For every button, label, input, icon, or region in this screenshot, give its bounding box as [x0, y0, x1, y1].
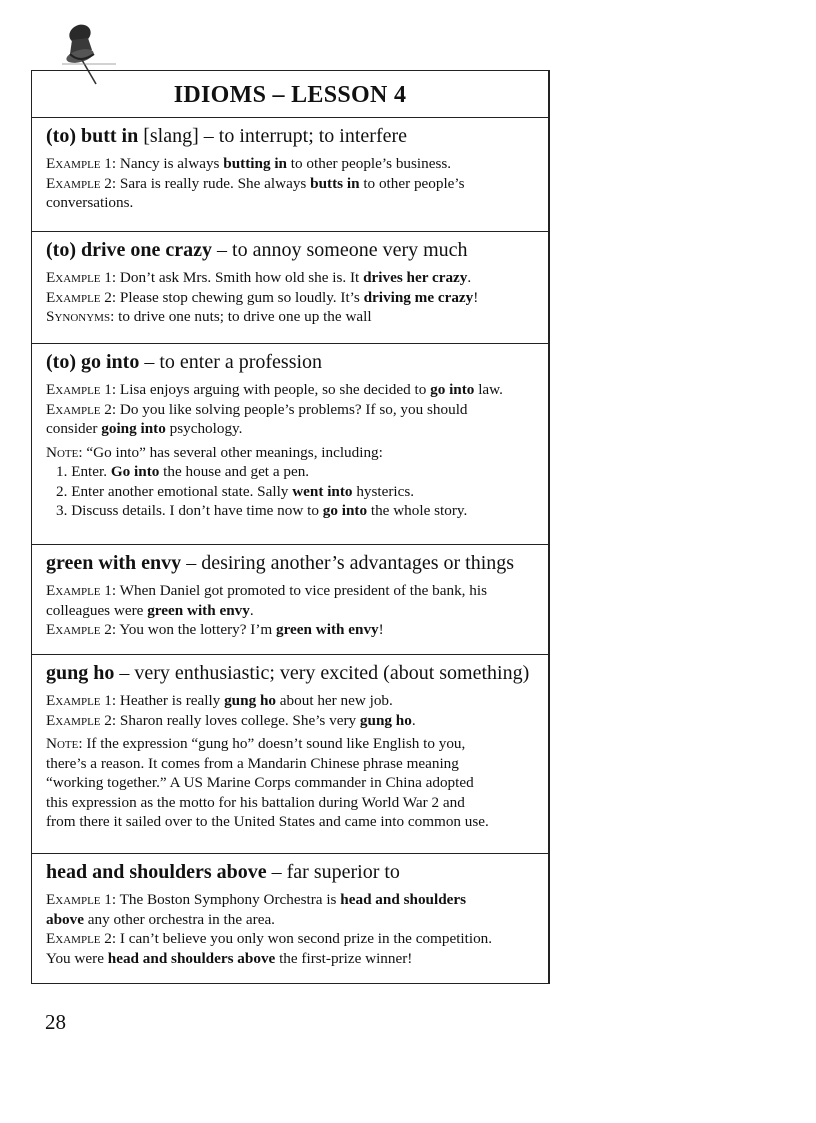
example-line-cont: colleagues were green with envy.: [46, 601, 254, 619]
note-list-item: 3. Discuss details. I don’t have time now to go into the whole story.: [56, 502, 468, 519]
note-line-cont: from there it sailed over to the United States and came into common use.: [46, 813, 489, 830]
note-list-item: 1. Enter. Go into the house and get a pen.: [56, 463, 310, 480]
idiom-headword: head and shoulders above – far superior to: [46, 861, 400, 883]
idiom-headword: (to) butt in [slang] – to interrupt; to interfere: [46, 125, 408, 147]
example-line-cont: conversations.: [46, 194, 134, 211]
idiom-headword: green with envy – desiring another’s advantages or things: [46, 552, 515, 574]
idiom-headword: (to) drive one crazy – to annoy someone very much: [46, 239, 468, 261]
idiom-entry-head-and-shoulders-above: [32, 854, 548, 968]
page-number: 28: [45, 1010, 66, 1034]
example-line-cont: consider going into psychology.: [46, 420, 243, 437]
example-line-cont: You were head and shoulders above the first-prize winner!: [46, 949, 413, 967]
example-line: Example 2: Please stop chewing gum so loudly. It’s driving me crazy!: [46, 288, 479, 306]
idiom-entry-green-with-envy: [32, 545, 548, 655]
note-list-item: 2. Enter another emotional state. Sally went into hysterics.: [56, 482, 415, 500]
example-line: Example 1: Lisa enjoys arguing with people, so she decided to go into law.: [46, 381, 503, 398]
note-line-cont: there’s a reason. It comes from a Mandarin Chinese phrase meaning: [46, 754, 459, 772]
example-line: Example 1: Don’t ask Mrs. Smith how old she is. It drives her crazy.: [46, 269, 472, 286]
lesson-box: [31, 70, 550, 984]
example-line: Example 1: When Daniel got promoted to vice president of the bank, his: [46, 582, 488, 599]
idiom-entry-gung-ho: [32, 655, 548, 854]
example-line: Example 1: Nancy is always butting in to other people’s business.: [46, 155, 452, 172]
example-line: Example 2: Sharon really loves college. She’s very gung ho.: [46, 711, 416, 729]
example-line: Example 1: The Boston Symphony Orchestra is head and shoulders: [46, 891, 467, 908]
note-line: Note: “Go into” has several other meanings, including:: [46, 443, 383, 461]
idiom-entry-go-into: [32, 344, 548, 545]
example-line: Example 2: Sara is really rude. She always butts in to other people’s: [46, 174, 465, 192]
idiom-headword: gung ho – very enthusiastic; very excited (about something): [46, 662, 530, 684]
example-line: Example 2: You won the lottery? I’m green with envy!: [46, 621, 384, 638]
note-line-cont: “working together.” A US Marine Corps commander in China adopted: [46, 774, 474, 791]
note-line: Note: If the expression “gung ho” doesn’t sound like English to you,: [46, 735, 466, 752]
example-line-cont: above any other orchestra in the area.: [46, 910, 275, 928]
lesson-title: IDIOMS – LESSON 4: [32, 71, 548, 118]
synonyms-line: Synonyms: to drive one nuts; to drive one up the wall: [46, 308, 372, 325]
idiom-entry-drive-one-crazy: [32, 232, 548, 344]
idiom-entry-butt-in: [32, 118, 548, 232]
example-line: Example 2: Do you like solving people’s problems? If so, you should: [46, 400, 468, 418]
example-line: Example 2: I can’t believe you only won second prize in the competition.: [46, 930, 493, 947]
idiom-headword: (to) go into – to enter a profession: [46, 351, 323, 373]
example-line: Example 1: Heather is really gung ho about her new job.: [46, 692, 393, 709]
note-line-cont: this expression as the motto for his battalion during World War 2 and: [46, 793, 465, 811]
